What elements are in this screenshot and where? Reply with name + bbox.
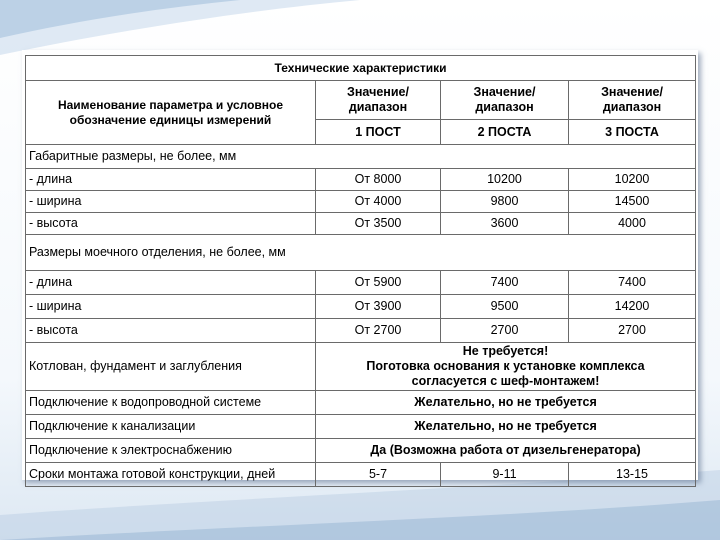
value-post-1: От 4000: [316, 191, 441, 213]
row-label: - ширина: [26, 191, 316, 213]
post-header-3: 3 ПОСТА: [569, 120, 696, 145]
value-post-2: 10200: [441, 169, 569, 191]
header-row-values: [26, 81, 696, 120]
section-row-wash-bay: [26, 235, 696, 271]
value-post-1: От 3500: [316, 213, 441, 235]
power-row: [26, 439, 696, 463]
sewer-row: [26, 415, 696, 439]
row-label: - ширина: [26, 295, 316, 319]
row-label: - длина: [26, 169, 316, 191]
row-label: Подключение к водопроводной системе: [26, 391, 316, 415]
section-row-dimensions: [26, 145, 696, 169]
value-post-1: От 2700: [316, 319, 441, 343]
value-post-3: 2700: [569, 319, 696, 343]
value-post-2: 9500: [441, 295, 569, 319]
table-row: [26, 191, 696, 213]
value-post-2: 7400: [441, 271, 569, 295]
value-post-2: 2700: [441, 319, 569, 343]
foundation-line-2: Поготовка основания к установке комплекса: [366, 359, 645, 373]
value-post-3: 10200: [569, 169, 696, 191]
value-header-3: Значение/ диапазон: [569, 81, 696, 120]
table-row: [26, 213, 696, 235]
value-post-3: 13-15: [569, 463, 696, 487]
table-title: Технические характеристики: [26, 56, 696, 81]
water-value: Желательно, но не требуется: [316, 391, 696, 415]
value-post-3: 7400: [569, 271, 696, 295]
post-header-1: 1 ПОСТ: [316, 120, 441, 145]
section-title-dimensions: Габаритные размеры, не более, мм: [26, 145, 696, 169]
foundation-line-1: Не требуется!: [462, 344, 549, 358]
row-label: Сроки монтажа готовой конструкции, дней: [26, 463, 316, 487]
value-post-3: 4000: [569, 213, 696, 235]
row-label: - высота: [26, 213, 316, 235]
post-header-2: 2 ПОСТА: [441, 120, 569, 145]
table-row: [26, 295, 696, 319]
row-label: Подключение к электроснабжению: [26, 439, 316, 463]
table-row: [26, 169, 696, 191]
install-row: [26, 463, 696, 487]
power-value: Да (Возможна работа от дизельгенератора): [316, 439, 696, 463]
table-row: [26, 271, 696, 295]
value-post-1: От 8000: [316, 169, 441, 191]
foundation-value: [316, 343, 696, 391]
foundation-row: [26, 343, 696, 391]
value-post-2: 9800: [441, 191, 569, 213]
water-row: [26, 391, 696, 415]
table-row: [26, 319, 696, 343]
value-post-3: 14500: [569, 191, 696, 213]
sewer-value: Желательно, но не требуется: [316, 415, 696, 439]
value-post-1: От 5900: [316, 271, 441, 295]
section-title-wash-bay: Размеры моечного отделения, не более, мм: [26, 235, 696, 271]
value-post-2: 9-11: [441, 463, 569, 487]
value-header-2: Значение/ диапазон: [441, 81, 569, 120]
value-post-3: 14200: [569, 295, 696, 319]
value-post-2: 3600: [441, 213, 569, 235]
value-post-1: От 3900: [316, 295, 441, 319]
table-title-row: [26, 56, 696, 81]
row-label: - длина: [26, 271, 316, 295]
row-label: Подключение к канализации: [26, 415, 316, 439]
row-label: - высота: [26, 319, 316, 343]
value-post-1: 5-7: [316, 463, 441, 487]
foundation-line-3: согласуется с шеф-монтажем!: [411, 374, 600, 388]
parameter-name-header: Наименование параметра и условное обозначение единицы измерений: [26, 81, 316, 145]
value-header-1: Значение/ диапазон: [316, 81, 441, 120]
row-label: Котлован, фундамент и заглубления: [26, 343, 316, 391]
specs-table: [25, 55, 696, 487]
